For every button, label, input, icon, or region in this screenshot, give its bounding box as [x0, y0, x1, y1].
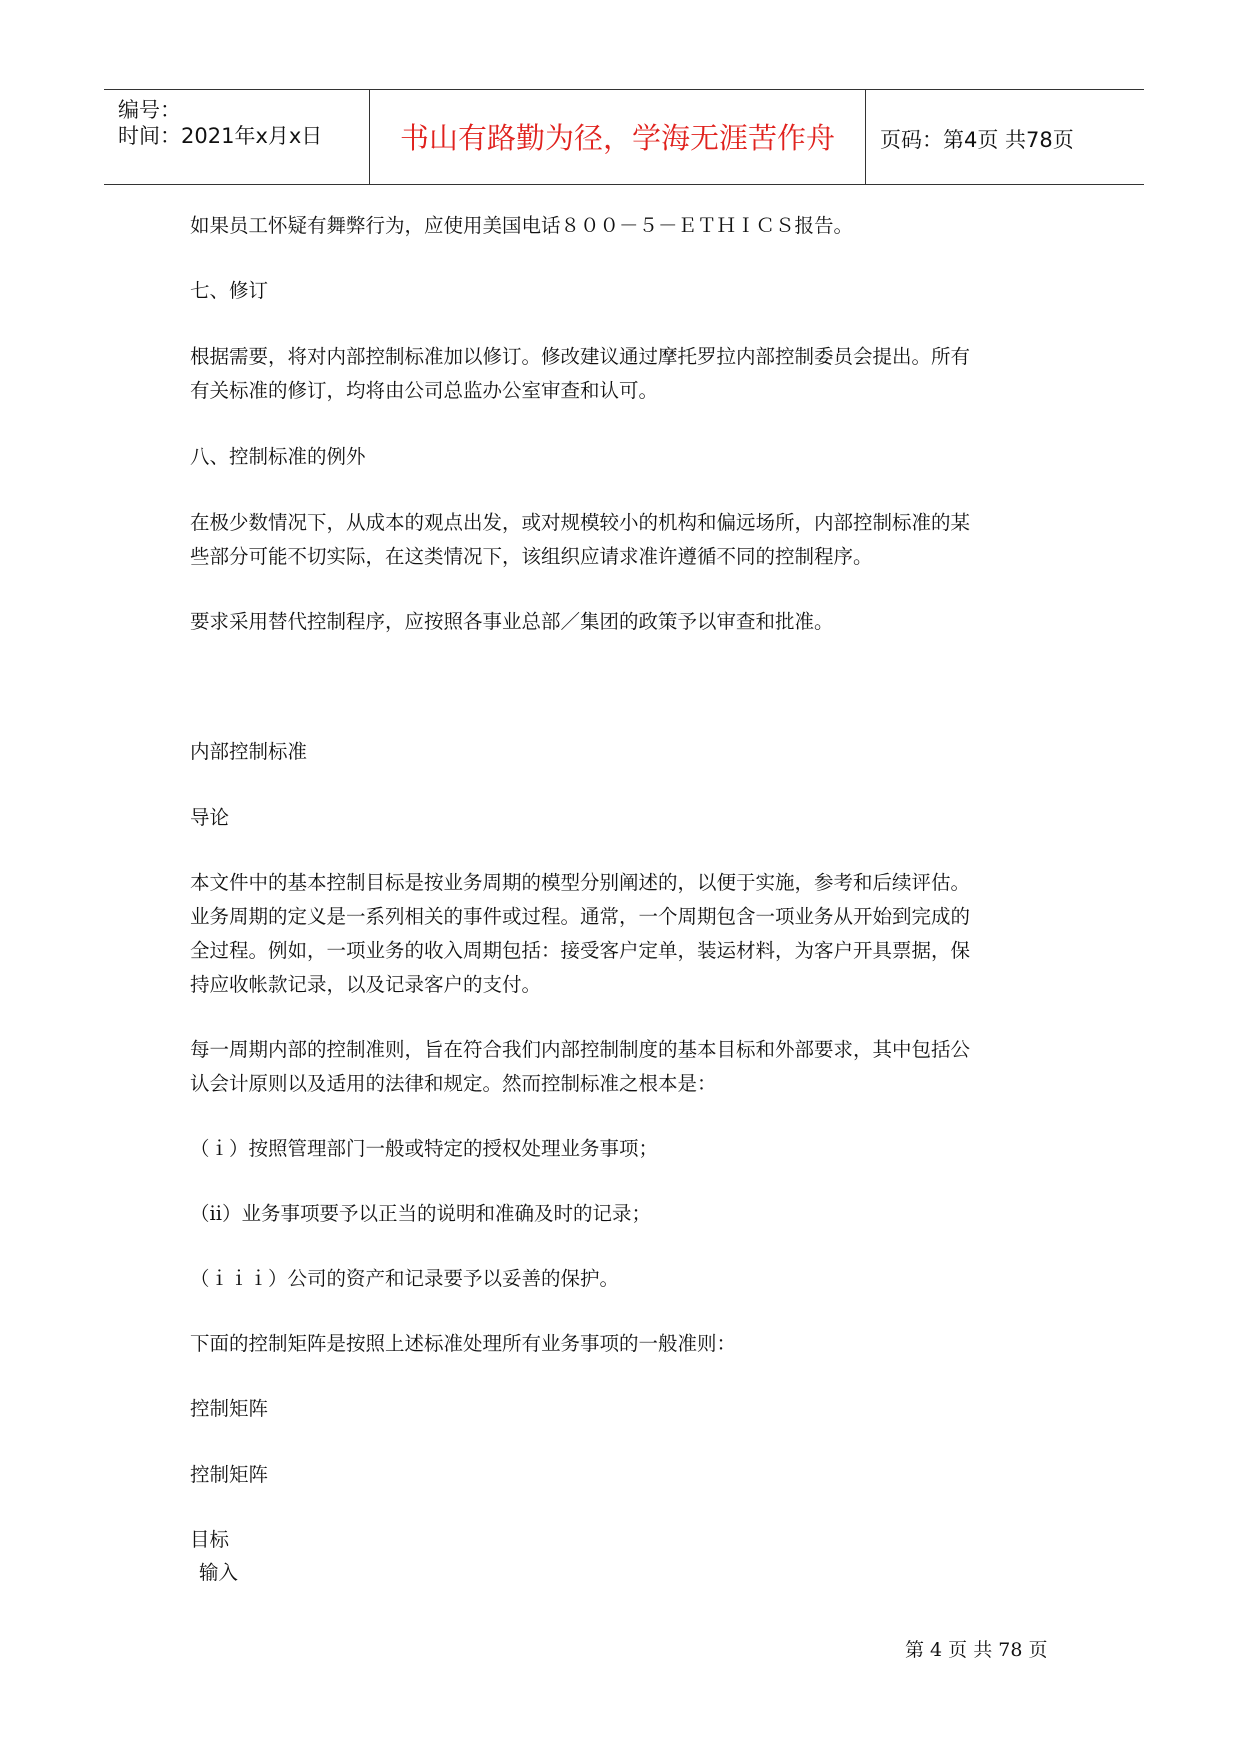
paragraph-criteria-line-2: 认会计原则以及适用的法律和规定。然而控制标准之根本是： [190, 1072, 717, 1095]
page-header [104, 89, 1144, 185]
section-title-internal-control-standards: 内部控制标准 [190, 740, 308, 763]
paragraph-revision-line-1: 根据需要，将对内部控制标准加以修订。修改建议通过摩托罗拉内部控制委员会提出。所有 [190, 345, 971, 368]
paragraph-control-matrix-intro: 下面的控制矩阵是按照上述标准处理所有业务事项的一般准则： [190, 1332, 737, 1355]
label-objective: 目标 [190, 1528, 230, 1551]
document-number-label: 编号： [118, 98, 181, 122]
paragraph-revision-line-2: 有关标准的修订，均将由公司总监办公室审查和认可。 [190, 379, 659, 402]
paragraph-alternative-procedures: 要求采用替代控制程序，应按照各事业总部／集团的政策予以审查和批准。 [190, 610, 834, 633]
paragraph-exceptions-line-1: 在极少数情况下，从成本的观点出发，或对规模较小的机构和偏远场所，内部控制标准的某 [190, 511, 971, 534]
section-heading-revision: 七、修订 [190, 279, 269, 302]
paragraph-intro-line-2: 业务周期的定义是一系列相关的事件或过程。通常，一个周期包含一项业务从开始到完成的 [190, 905, 971, 928]
header-motto-cell [369, 90, 866, 184]
paragraph-intro-line-3: 全过程。例如，一项业务的收入周期包括：接受客户定单，装运材料，为客户开具票据，保 [190, 939, 971, 962]
section-heading-introduction: 导论 [190, 806, 230, 829]
page-footer: 第 4 页 共 78 页 [905, 1639, 1048, 1661]
paragraph-intro-line-1: 本文件中的基本控制目标是按业务周期的模型分别阐述的，以便于实施，参考和后续评估。 [190, 871, 971, 894]
section-heading-exceptions: 八、控制标准的例外 [190, 445, 366, 468]
list-item-recording: （ii）业务事项要予以正当的说明和准确及时的记录； [190, 1202, 651, 1225]
list-item-safeguarding: （ｉｉｉ）公司的资产和记录要予以妥善的保护。 [190, 1267, 620, 1290]
heading-control-matrix-repeat: 控制矩阵 [190, 1463, 269, 1486]
paragraph-exceptions-line-2: 些部分可能不切实际，在这类情况下，该组织应请求准许遵循不同的控制程序。 [190, 545, 873, 568]
list-item-authorization: （ｉ）按照管理部门一般或特定的授权处理业务事项； [190, 1137, 659, 1160]
header-meta-cell [104, 90, 369, 184]
header-motto: 书山有路勤为径，学海无涯苦作舟 [399, 121, 835, 155]
paragraph-intro-line-4: 持应收帐款记录，以及记录客户的支付。 [190, 973, 542, 996]
header-page-cell [866, 90, 1144, 184]
heading-control-matrix: 控制矩阵 [190, 1397, 269, 1420]
paragraph-criteria-line-1: 每一周期内部的控制准则，旨在符合我们内部控制制度的基本目标和外部要求，其中包括公 [190, 1038, 971, 1061]
header-page-number: 页码：第4页 共78页 [880, 128, 1074, 152]
document-time-label: 时间：2021年x月x日 [118, 124, 323, 148]
label-input: 输入 [199, 1561, 239, 1584]
paragraph-ethics-hotline: 如果员工怀疑有舞弊行为，应使用美国电话８００－５－ＥＴＨＩＣＳ报告。 [190, 214, 854, 237]
